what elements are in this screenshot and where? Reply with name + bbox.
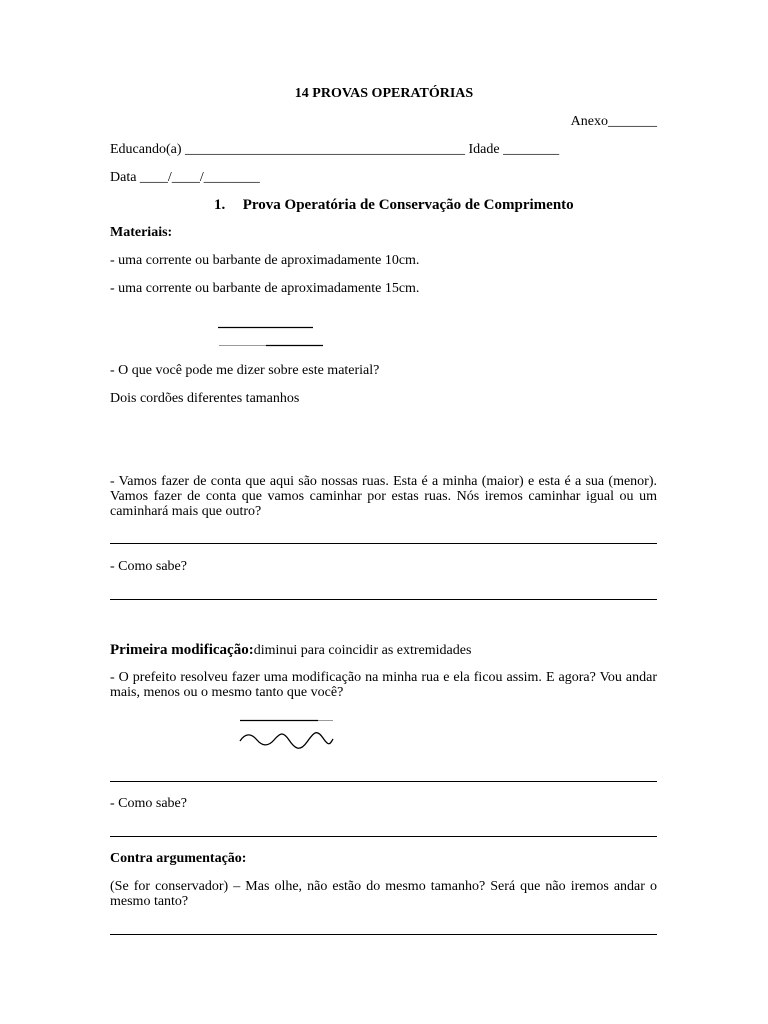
- answer-line: [110, 934, 657, 935]
- date-field: Data ____/____/________: [110, 170, 260, 185]
- section-title: Prova Operatória de Conservação de Comprimento: [242, 197, 574, 213]
- counter-argument-heading: Contra argumentação:: [110, 851, 247, 866]
- material-item: - uma corrente ou barbante de aproximadamente 15cm.: [110, 281, 420, 296]
- question-material: - O que você pode me dizer sobre este material?: [110, 363, 380, 378]
- question-streets: - Vamos fazer de conta que aqui são nossas ruas. Esta é a minha (maior) e esta é a sua (menor). Vamos fazer de conta que vamos caminhar por estas ruas. Nós iremos caminhar igual ou um caminhará mais que outro?: [110, 474, 657, 519]
- wavy-string-line: [240, 733, 333, 749]
- materials-heading: Materiais:: [110, 225, 173, 240]
- question-how-know: - Como sabe?: [110, 559, 187, 574]
- question-how-know-2: - Como sabe?: [110, 796, 187, 811]
- document-title: 14 PROVAS OPERATÓRIAS: [294, 86, 474, 101]
- modification-heading: Primeira modificação:: [110, 642, 254, 658]
- section-number: 1.: [214, 197, 226, 213]
- modification-description: diminui para coincidir as extremidades: [253, 643, 472, 658]
- answer-line: [110, 836, 657, 837]
- counter-argument-text: (Se for conservador) – Mas olhe, não estão do mesmo tamanho? Será que não iremos andar o mesmo tanto?: [110, 879, 657, 909]
- answer-line: [110, 781, 657, 782]
- material-item: - uma corrente ou barbante de aproximadamente 10cm.: [110, 253, 420, 268]
- question-mayor: - O prefeito resolveu fazer uma modificação na minha rua e ela ficou assim. E agora? Vou andar mais, menos ou o mesmo tanto que você?: [110, 670, 657, 700]
- annex-field: Anexo_______: [570, 114, 657, 129]
- answer-material: Dois cordões diferentes tamanhos: [110, 391, 300, 406]
- student-name-age-field: Educando(a) ________________________________________ Idade ________: [110, 142, 560, 157]
